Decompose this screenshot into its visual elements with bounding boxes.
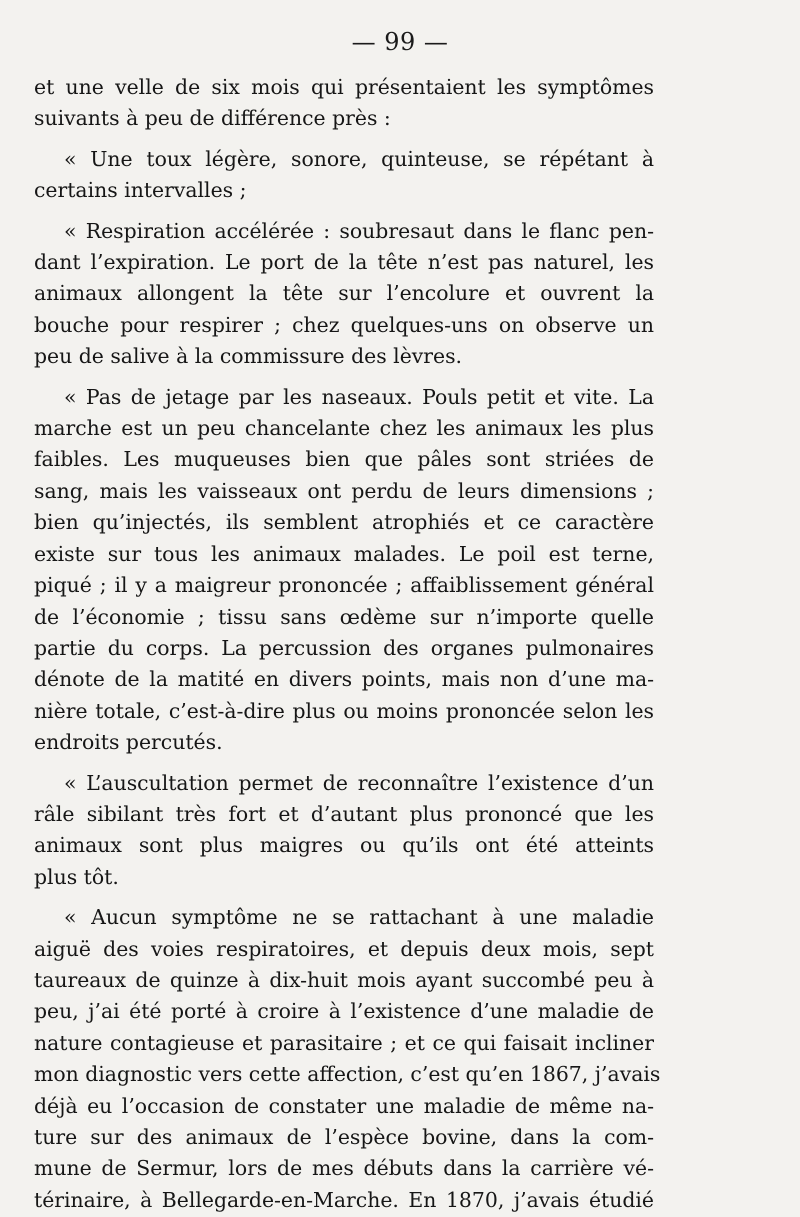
text-line: animaux allongent la tête sur l’encolure et ouvrent la	[34, 281, 654, 306]
paragraph	[34, 382, 654, 759]
text-line: « Respiration accélérée : soubresaut dans le flanc pen-	[64, 218, 654, 243]
text-line: de l’économie ; tissu sans œdème sur n’importe quelle	[34, 604, 654, 629]
text-line: « Aucun symptôme ne se rattachant à une maladie	[64, 905, 654, 930]
text-line: térinaire, à Bellegarde-en-Marche. En 1870, j’avais étudié	[34, 1187, 654, 1212]
text-line: suivants à peu de différence près :	[34, 106, 391, 131]
body-text	[34, 72, 661, 1217]
text-line: « Une toux légère, sonore, quinteuse, se répétant à	[64, 146, 654, 171]
paragraph	[34, 902, 661, 1216]
text-line: mon diagnostic vers cette affection, c’est qu’en 1867, j’avais	[34, 1062, 661, 1087]
text-line: dénote de la matité en divers points, mais non d’une ma-	[34, 667, 654, 692]
text-line: peu de salive à la commissure des lèvres.	[34, 344, 463, 369]
text-line: animaux sont plus maigres ou qu’ils ont été atteints	[34, 833, 654, 858]
text-line: marche est un peu chancelante chez les animaux les plus	[34, 416, 654, 441]
text-line: bien qu’injectés, ils semblent atrophiés et ce caractère	[34, 510, 654, 535]
text-line: ture sur des animaux de l’espèce bovine, dans la com-	[34, 1125, 654, 1149]
text-line: plus tôt.	[34, 864, 119, 889]
text-line: dant l’expiration. Le port de la tête n’est pas naturel, les	[34, 250, 654, 275]
text-line: sang, mais les vaisseaux ont perdu de leurs dimensions ;	[34, 478, 654, 503]
text-line: bouche pour respirer ; chez quelques-uns on observe un	[34, 312, 654, 337]
text-line: râle sibilant très fort et d’autant plus prononcé que les	[34, 801, 654, 826]
text-line: piqué ; il y a maigreur prononcée ; affaiblissement général	[34, 573, 654, 598]
text-line: endroits percutés.	[34, 730, 223, 755]
text-line: partie du corps. La percussion des organes pulmonaires	[34, 635, 654, 660]
text-line: existe sur tous les animaux malades. Le poil est terne,	[34, 541, 654, 566]
text-line: certains intervalles ;	[34, 178, 247, 203]
text-line: peu, j’ai été porté à croire à l’existence d’une maladie de	[34, 999, 654, 1024]
text-line: et une velle de six mois qui présentaient les symptômes	[34, 75, 654, 99]
paragraph	[34, 768, 654, 894]
text-line: aiguë des voies respiratoires, et depuis deux mois, sept	[34, 936, 654, 961]
text-line: « L’auscultation permet de reconnaître l’existence d’un	[64, 770, 654, 795]
text-line: nature contagieuse et parasitaire ; et ce qui faisait incliner	[34, 1030, 654, 1055]
page-number: — 99 —	[351, 28, 449, 56]
text-line: faibles. Les muqueuses bien que pâles sont striées de	[34, 447, 654, 472]
text-line: « Pas de jetage par les naseaux. Pouls petit et vite. La	[64, 384, 654, 409]
paragraph	[34, 216, 654, 373]
text-line: nière totale, c’est-à-dire plus ou moins prononcée selon les	[34, 698, 654, 723]
paragraph	[34, 72, 654, 135]
text-line: déjà eu l’occasion de constater une maladie de même na-	[34, 1093, 654, 1118]
paragraph	[34, 144, 654, 207]
text-line: mune de Sermur, lors de mes débuts dans la carrière vé-	[34, 1156, 654, 1181]
text-line: taureaux de quinze à dix-huit mois ayant succombé peu à	[34, 967, 654, 992]
